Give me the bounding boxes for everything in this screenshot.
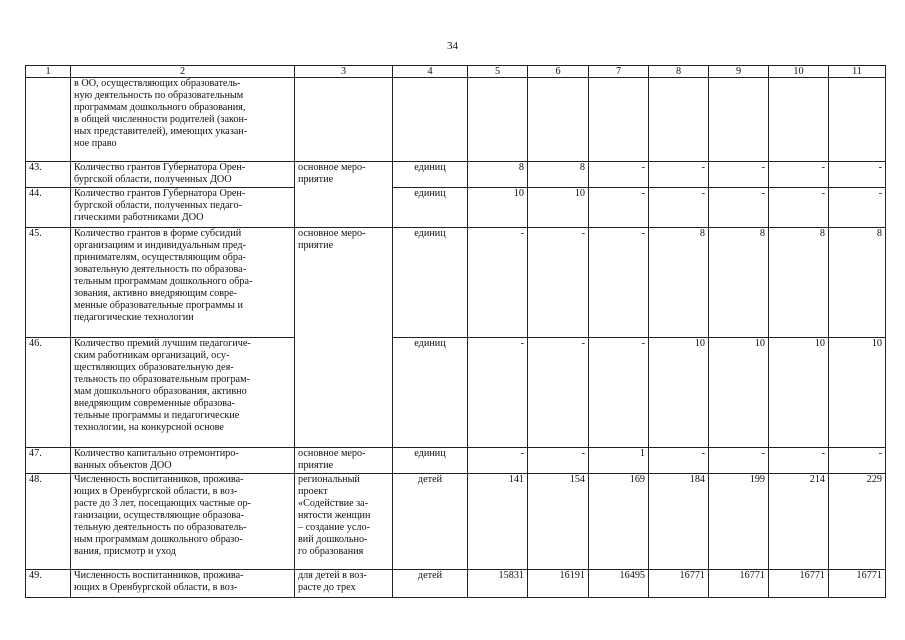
value-cell: 8 <box>528 162 589 188</box>
value-cell: 141 <box>468 474 528 570</box>
value-cell: 16771 <box>769 570 829 598</box>
col-header: 9 <box>709 66 769 78</box>
value-cell: 199 <box>709 474 769 570</box>
value-cell: - <box>589 228 649 338</box>
table-row <box>26 338 886 448</box>
value-cell: 154 <box>528 474 589 570</box>
page-number: 34 <box>447 40 458 52</box>
value-cell: - <box>589 162 649 188</box>
table-row <box>26 78 886 162</box>
row-number: 44. <box>26 188 71 228</box>
source: основное меро- приятие <box>295 228 393 338</box>
value-cell: - <box>709 162 769 188</box>
value-cell: 10 <box>829 338 886 448</box>
value-cell: 229 <box>829 474 886 570</box>
indicator-name: Количество премий лучшим педагогиче- ским работникам организаций, осу- ществляющих образовательную дея- тельность по образовательным програм- мам дошкольного образования, активно внедряющим современные образова- тельные программы и педагогические технологии, на конкурсной основе <box>71 338 295 448</box>
table-row <box>26 228 886 338</box>
row-number: 47. <box>26 448 71 474</box>
unit: детей <box>393 570 468 598</box>
value-cell: - <box>528 338 589 448</box>
value-cell: 10 <box>709 338 769 448</box>
value-cell: - <box>829 448 886 474</box>
row-number: 49. <box>26 570 71 598</box>
value-cell: - <box>528 448 589 474</box>
source: основное меро- приятие <box>295 448 393 474</box>
table-row <box>26 162 886 188</box>
value-cell: - <box>769 448 829 474</box>
unit: единиц <box>393 338 468 448</box>
value-cell: 8 <box>829 228 886 338</box>
indicator-name: Количество грантов Губернатора Орен- бургской области, полученных ДОО <box>71 162 295 188</box>
col-header: 3 <box>295 66 393 78</box>
value-cell: 15831 <box>468 570 528 598</box>
value-cell: - <box>468 448 528 474</box>
source: региональный проект «Содействие за- нятости женщин – создание усло- вий дошкольно- го образования <box>295 474 393 570</box>
row-number <box>26 78 71 162</box>
value-cell: 10 <box>649 338 709 448</box>
row-number: 43. <box>26 162 71 188</box>
value-cell: - <box>769 188 829 228</box>
table-row <box>26 188 886 228</box>
value-cell: - <box>649 188 709 228</box>
col-header: 8 <box>649 66 709 78</box>
indicator-name: Количество грантов в форме субсидий организациям и индивидуальным пред- принимателям, осуществляющим обра- зовательную деятельность по образова- тельным программам дошкольного обра- зования, активно внедряющим совре- менные образовательные программы и педагогические технологии <box>71 228 295 338</box>
value-cell: 16771 <box>649 570 709 598</box>
col-header: 6 <box>528 66 589 78</box>
table-row <box>26 474 886 570</box>
row-number: 45. <box>26 228 71 338</box>
source: для детей в воз- расте до трех <box>295 570 393 598</box>
indicator-name: в ОО, осуществляющих образователь- ную деятельность по образовательным программам дошкольного образования, в общей численности родителей (закон- ных представителей), имеющих указан- ное право <box>71 78 295 162</box>
unit: детей <box>393 474 468 570</box>
value-cell: - <box>649 162 709 188</box>
value-cell: - <box>589 338 649 448</box>
value-cell: 10 <box>769 338 829 448</box>
value-cell: 169 <box>589 474 649 570</box>
value-cell: 184 <box>649 474 709 570</box>
indicator-name: Количество капитально отремонтиро- ванных объектов ДОО <box>71 448 295 474</box>
value-cell: 16771 <box>829 570 886 598</box>
value-cell: 16495 <box>589 570 649 598</box>
value-cell: - <box>468 228 528 338</box>
value-cell: 1 <box>589 448 649 474</box>
col-header: 2 <box>71 66 295 78</box>
indicator-name: Численность воспитанников, прожива- ющих в Оренбургской области, в воз- <box>71 570 295 598</box>
table-row <box>26 570 886 598</box>
value-cell: - <box>769 162 829 188</box>
value-cell: - <box>829 162 886 188</box>
unit: единиц <box>393 448 468 474</box>
table-row <box>26 448 886 474</box>
indicator-name: Количество грантов Губернатора Орен- бургской области, полученных педаго- гическими работниками ДОО <box>71 188 295 228</box>
col-header: 10 <box>769 66 829 78</box>
value-cell: - <box>589 188 649 228</box>
col-header: 1 <box>26 66 71 78</box>
value-cell: - <box>468 338 528 448</box>
indicators-table <box>25 65 886 598</box>
col-header: 7 <box>589 66 649 78</box>
value-cell: 16771 <box>709 570 769 598</box>
col-header: 11 <box>829 66 886 78</box>
unit: единиц <box>393 228 468 338</box>
value-cell: - <box>829 188 886 228</box>
value-cell: 8 <box>649 228 709 338</box>
value-cell: 8 <box>468 162 528 188</box>
indicator-name: Численность воспитанников, прожива- ющих в Оренбургской области, в воз- расте до 3 лет, посещающих частные ор- ганизации, осуществляющие образова- тельную деятельность по образователь- ным программам дошкольного образо- вания, присмотр и уход <box>71 474 295 570</box>
value-cell: - <box>709 188 769 228</box>
source: основное меро- приятие <box>295 162 393 188</box>
value-cell: 8 <box>769 228 829 338</box>
value-cell: 214 <box>769 474 829 570</box>
value-cell: - <box>709 448 769 474</box>
unit: единиц <box>393 162 468 188</box>
value-cell: - <box>649 448 709 474</box>
value-cell: 10 <box>468 188 528 228</box>
value-cell: 10 <box>528 188 589 228</box>
unit: единиц <box>393 188 468 228</box>
value-cell: 8 <box>709 228 769 338</box>
col-header: 4 <box>393 66 468 78</box>
row-number: 48. <box>26 474 71 570</box>
column-number-row <box>26 66 886 78</box>
value-cell: - <box>528 228 589 338</box>
value-cell: 16191 <box>528 570 589 598</box>
row-number: 46. <box>26 338 71 448</box>
col-header: 5 <box>468 66 528 78</box>
